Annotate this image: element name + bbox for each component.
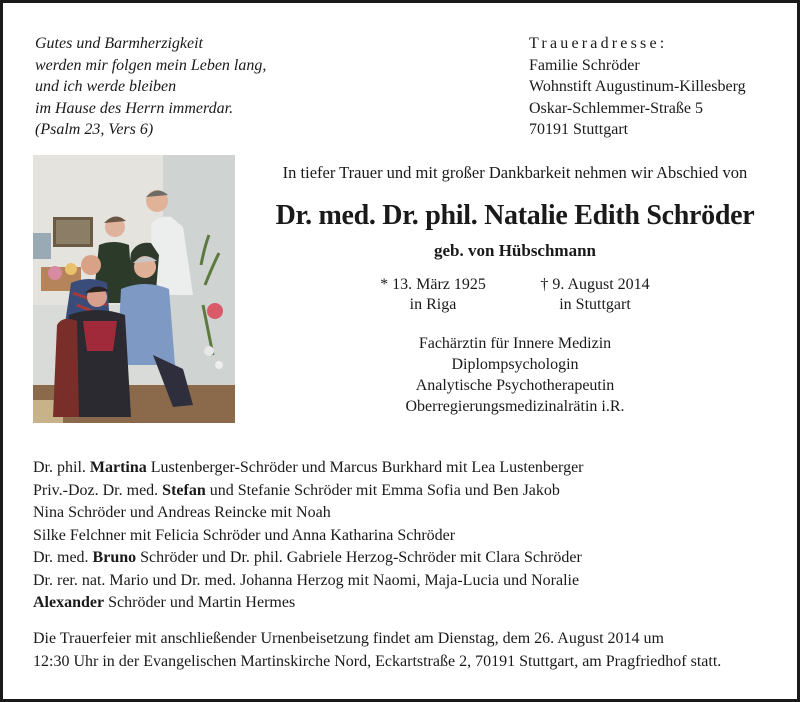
qualification-line: Oberregierungsmedizinalrätin i.R. (405, 398, 625, 415)
mourning-address (529, 33, 746, 141)
birth-date: * 13. März 1925 (380, 276, 486, 293)
qualifications (247, 333, 783, 417)
death-column (527, 275, 663, 315)
qualification-line: Fachärztin für Innere Medizin (418, 335, 612, 352)
intro-text: In tiefer Trauer und mit großer Dankbarkeit nehmen wir Abschied von (282, 163, 748, 182)
address-heading: Traueradresse: (529, 35, 668, 52)
family-photo-image (33, 155, 235, 423)
mourner-line: Alexander Schröder und Martin Hermes (33, 594, 296, 611)
psalm-line: werden mir folgen mein Leben lang, (35, 56, 267, 74)
mourner-line: Dr. phil. Martina Lustenberger-Schröder und Marcus Burkhard mit Lea Lustenberger (33, 459, 584, 476)
psalm-quote (35, 33, 266, 141)
birth-name: geb. von Hübschmann (433, 241, 597, 260)
service-line: 12:30 Uhr in der Evangelischen Martinskirche Nord, Eckartstraße 2, 70191 Stuttgart, am Pragfriedhof statt. (33, 652, 722, 670)
family-photo (33, 155, 235, 423)
death-place: in Stuttgart (559, 296, 631, 313)
mourner-line: Dr. rer. nat. Mario und Dr. med. Johanna Herzog mit Naomi, Maja-Lucia und Noralie (33, 571, 580, 589)
psalm-line: Gutes und Barmherzigkeit (35, 35, 203, 52)
psalm-reference: (Psalm 23, Vers 6) (35, 121, 154, 138)
mourner-line: Silke Felchner mit Felicia Schröder und Anna Katharina Schröder (33, 526, 456, 544)
address-line: Wohnstift Augustinum-Killesberg (529, 78, 746, 95)
mourner-line: Dr. med. Bruno Schröder und Dr. phil. Gabriele Herzog-Schröder mit Clara Schröder (33, 549, 582, 566)
deceased-name: Dr. med. Dr. phil. Natalie Edith Schröder (275, 200, 755, 231)
address-line: Familie Schröder (529, 56, 640, 74)
qualification-line: Analytische Psychotherapeutin (415, 377, 615, 394)
service-line: Die Trauerfeier mit anschließender Urnenbeisetzung findet am Dienstag, dem 26. August 2014 um (33, 630, 664, 647)
psalm-line: und ich werde bleiben (35, 78, 177, 95)
death-date: † 9. August 2014 (540, 276, 650, 293)
mourner-line: Priv.-Doz. Dr. med. Stefan und Stefanie Schröder mit Emma Sofia und Ben Jakob (33, 481, 560, 499)
qualification-line: Diplompsychologin (451, 356, 579, 373)
psalm-line: im Hause des Herrn immerdar. (35, 99, 234, 117)
mourner-line: Nina Schröder und Andreas Reincke mit Noah (33, 504, 331, 521)
address-line: 70191 Stuttgart (529, 121, 629, 138)
funeral-service-info (33, 628, 778, 673)
birth-place: in Riga (409, 296, 457, 313)
address-line: Oskar-Schlemmer-Straße 5 (529, 99, 703, 117)
mourners-list (33, 457, 584, 615)
birth-column (363, 275, 503, 315)
